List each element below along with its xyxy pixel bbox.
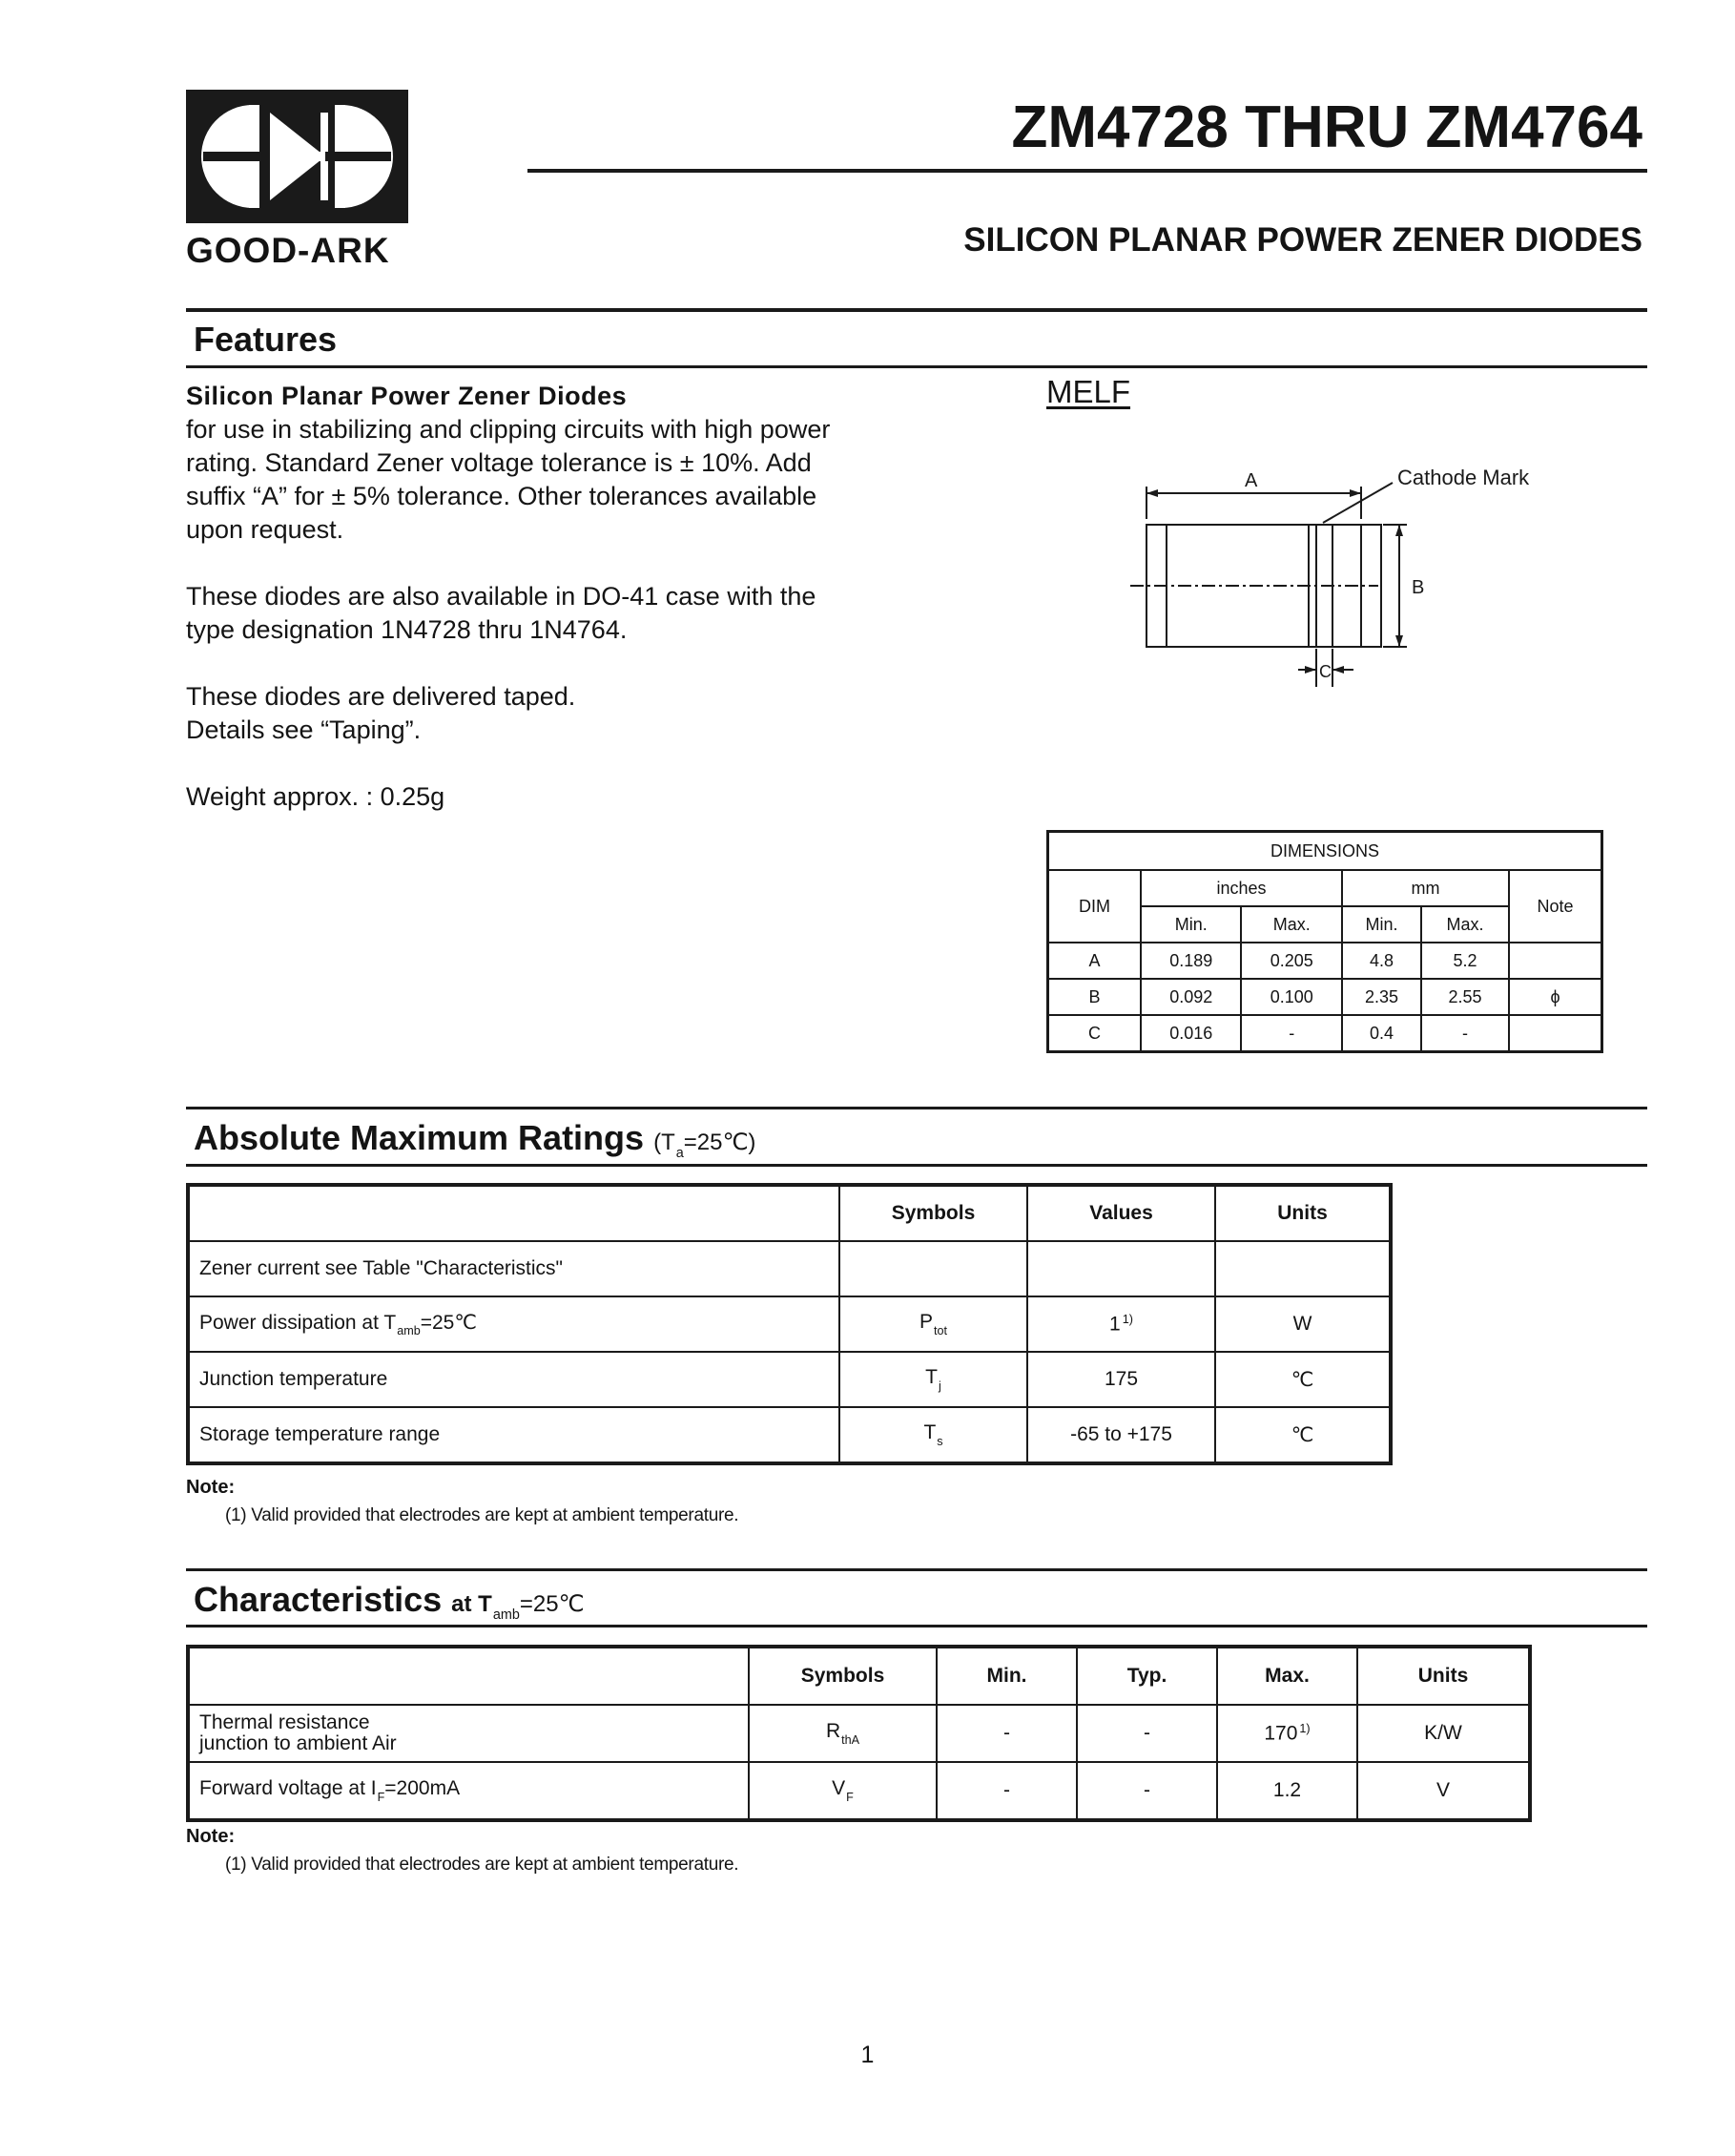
footnote-ref: 1): [1299, 1721, 1311, 1735]
feature-line: These diodes are delivered taped.: [186, 682, 576, 711]
table-row: [188, 1762, 1530, 1820]
symbol-cell: [749, 1762, 937, 1820]
param-cell: [188, 1705, 749, 1762]
note-title: Note:: [186, 1477, 236, 1498]
value-cell: 2.35: [1342, 979, 1421, 1015]
symbol-cell: [839, 1352, 1027, 1407]
table-row: [188, 1407, 1391, 1463]
abs-max-title: Absolute Maximum Ratings: [194, 1118, 645, 1157]
feature-line: These diodes are also available in DO-41 case with the: [186, 582, 816, 611]
cathode-mark-label: Cathode Mark: [1397, 466, 1530, 489]
symbol-cell: [749, 1705, 937, 1762]
title-rule: [527, 169, 1647, 173]
abs-max-table: [186, 1183, 1393, 1465]
product-line: Silicon Planar Power Zener Diodes: [186, 382, 628, 410]
param-text: junction to ambient Air: [199, 1732, 397, 1754]
condition-subscript: amb: [492, 1607, 520, 1623]
param-cell: Storage temperature range: [188, 1407, 839, 1463]
value-cell: [1027, 1296, 1215, 1352]
param-header: [188, 1185, 839, 1241]
symbol-subscript: s: [937, 1434, 943, 1448]
unit-cell: ℃: [1215, 1352, 1391, 1407]
value-cell: 4.8: [1342, 943, 1421, 979]
dim-a-label: A: [1245, 470, 1258, 491]
param-text: Power dissipation at T: [199, 1311, 397, 1334]
typ-cell: -: [1077, 1762, 1217, 1820]
value-cell: -: [1241, 1015, 1341, 1052]
values-header: Values: [1027, 1185, 1215, 1241]
note-cell: [1509, 943, 1602, 979]
dim-cell: C: [1048, 1015, 1142, 1052]
param-cell: [188, 1762, 749, 1820]
unit-cell: W: [1215, 1296, 1391, 1352]
max-cell: 1.2: [1217, 1762, 1357, 1820]
table-row: [188, 1241, 1391, 1296]
value-cell: [1027, 1241, 1215, 1296]
dim-cell: A: [1048, 943, 1142, 979]
units-header: Units: [1215, 1185, 1391, 1241]
symbol-subscript: thA: [841, 1732, 860, 1747]
value-cell: 175: [1027, 1352, 1215, 1407]
min-header: Min.: [937, 1647, 1077, 1705]
table-header-row: [188, 1647, 1530, 1705]
characteristics-condition: [451, 1591, 585, 1623]
inches-header: inches: [1141, 870, 1342, 906]
symbol-text: T: [923, 1421, 937, 1444]
value-cell: -: [1421, 1015, 1509, 1052]
param-cell: [188, 1296, 839, 1352]
param-header: [188, 1647, 749, 1705]
param-cell: Zener current see Table "Characteristics": [188, 1241, 839, 1296]
characteristics-title: Characteristics: [194, 1580, 443, 1619]
mm-header: mm: [1342, 870, 1509, 906]
condition-text: =25℃: [519, 1591, 585, 1617]
note-cell: [1509, 1015, 1602, 1052]
package-name: MELF: [1046, 374, 1131, 409]
param-text: =200mA: [384, 1777, 461, 1800]
value-cell: 0.205: [1241, 943, 1341, 979]
param-text: Forward voltage at I: [199, 1777, 377, 1800]
table-row: [188, 1705, 1530, 1762]
package-drawing: [1121, 458, 1559, 711]
feature-line: for use in stabilizing and clipping circuits with high power: [186, 415, 831, 444]
param-text: =25℃: [420, 1311, 477, 1334]
value-cell: 0.4: [1342, 1015, 1421, 1052]
note-cell: ϕ: [1509, 979, 1602, 1015]
unit-cell: V: [1357, 1762, 1530, 1820]
symbol-cell: [839, 1407, 1027, 1463]
abs-max-condition: [653, 1130, 756, 1161]
value-text: 1: [1109, 1313, 1121, 1336]
dimensions-title: DIMENSIONS: [1048, 832, 1602, 871]
dimensions-table: [1046, 830, 1603, 1053]
inches-max-header: Max.: [1241, 906, 1341, 943]
table-row: [188, 1352, 1391, 1407]
unit-cell: ℃: [1215, 1407, 1391, 1463]
value-cell: 0.016: [1141, 1015, 1241, 1052]
param-subscript: F: [377, 1790, 385, 1804]
footnote-ref: 1): [1122, 1312, 1133, 1326]
feature-line: Details see “Taping”.: [186, 715, 422, 744]
value-cell: -65 to +175: [1027, 1407, 1215, 1463]
note-text: (1) Valid provided that electrodes are kept at ambient temperature.: [225, 1855, 739, 1875]
section-rule-top: [186, 1568, 1647, 1571]
symbol-text: T: [925, 1366, 938, 1389]
diode-logo-icon: [186, 90, 408, 223]
mm-min-header: Min.: [1342, 906, 1421, 943]
condition-text: =25℃): [683, 1130, 756, 1155]
section-rule-bottom: [186, 1164, 1647, 1167]
features-heading: Features: [194, 320, 338, 359]
document-subtitle: SILICON PLANAR POWER ZENER DIODES: [963, 221, 1642, 259]
symbol-subscript: F: [846, 1790, 854, 1804]
value-text: 170: [1264, 1722, 1298, 1745]
value-cell: 5.2: [1421, 943, 1509, 979]
value-cell: 0.189: [1141, 943, 1241, 979]
symbol-text: P: [919, 1311, 933, 1334]
feature-line: upon request.: [186, 515, 344, 544]
param-subscript: amb: [397, 1324, 421, 1338]
section-rule-top: [186, 1107, 1647, 1109]
typ-cell: -: [1077, 1705, 1217, 1762]
dim-b-label: B: [1412, 577, 1425, 598]
section-rule-bottom: [186, 1625, 1647, 1627]
symbol-text: V: [832, 1777, 846, 1800]
symbol-cell: [839, 1241, 1027, 1296]
mm-max-header: Max.: [1421, 906, 1509, 943]
weight-text: Weight approx. : 0.25g: [186, 782, 445, 811]
min-cell: -: [937, 1762, 1077, 1820]
max-cell: [1217, 1705, 1357, 1762]
condition-subscript: a: [675, 1145, 684, 1161]
table-row: [1048, 943, 1602, 979]
unit-cell: [1215, 1241, 1391, 1296]
table-row: [1048, 979, 1602, 1015]
min-cell: -: [937, 1705, 1077, 1762]
abs-max-heading: [194, 1118, 755, 1161]
company-logo: [186, 90, 408, 223]
units-header: Units: [1357, 1647, 1530, 1705]
condition-text: (T: [653, 1130, 675, 1155]
feature-line: suffix “A” for ± 5% tolerance. Other tolerances available: [186, 482, 817, 510]
logo-wordmark: GOOD-ARK: [186, 231, 390, 270]
symbols-header: Symbols: [839, 1185, 1027, 1241]
symbols-header: Symbols: [749, 1647, 937, 1705]
note-text: (1) Valid provided that electrodes are kept at ambient temperature.: [225, 1505, 739, 1525]
note-header: Note: [1509, 870, 1602, 943]
table-row: [188, 1296, 1391, 1352]
symbol-cell: [839, 1296, 1027, 1352]
document-title: ZM4728 THRU ZM4764: [1011, 94, 1642, 160]
symbol-text: R: [825, 1720, 841, 1743]
section-rule-bottom: [186, 365, 1647, 368]
dim-c-label: C: [1319, 662, 1332, 681]
feature-line: rating. Standard Zener voltage tolerance is ± 10%. Add: [186, 448, 812, 477]
section-rule-top: [186, 308, 1647, 312]
value-cell: 0.100: [1241, 979, 1341, 1015]
max-header: Max.: [1217, 1647, 1357, 1705]
unit-cell: K/W: [1357, 1705, 1530, 1762]
characteristics-table: [186, 1645, 1532, 1822]
note-title: Note:: [186, 1826, 236, 1847]
inches-min-header: Min.: [1141, 906, 1241, 943]
value-cell: 0.092: [1141, 979, 1241, 1015]
table-row: [1048, 1015, 1602, 1052]
param-text: Thermal resistance: [199, 1711, 370, 1733]
param-cell: Junction temperature: [188, 1352, 839, 1407]
page-number: 1: [860, 2042, 875, 2068]
dim-cell: B: [1048, 979, 1142, 1015]
symbol-subscript: j: [939, 1379, 941, 1393]
value-cell: 2.55: [1421, 979, 1509, 1015]
dim-header: DIM: [1048, 870, 1142, 943]
melf-outline-diagram: [1121, 458, 1559, 706]
typ-header: Typ.: [1077, 1647, 1217, 1705]
feature-line: type designation 1N4728 thru 1N4764.: [186, 615, 628, 644]
characteristics-heading: [194, 1580, 585, 1623]
condition-text: at T: [451, 1591, 492, 1617]
symbol-subscript: tot: [934, 1323, 948, 1337]
table-header-row: [188, 1185, 1391, 1241]
features-text: [186, 380, 911, 814]
